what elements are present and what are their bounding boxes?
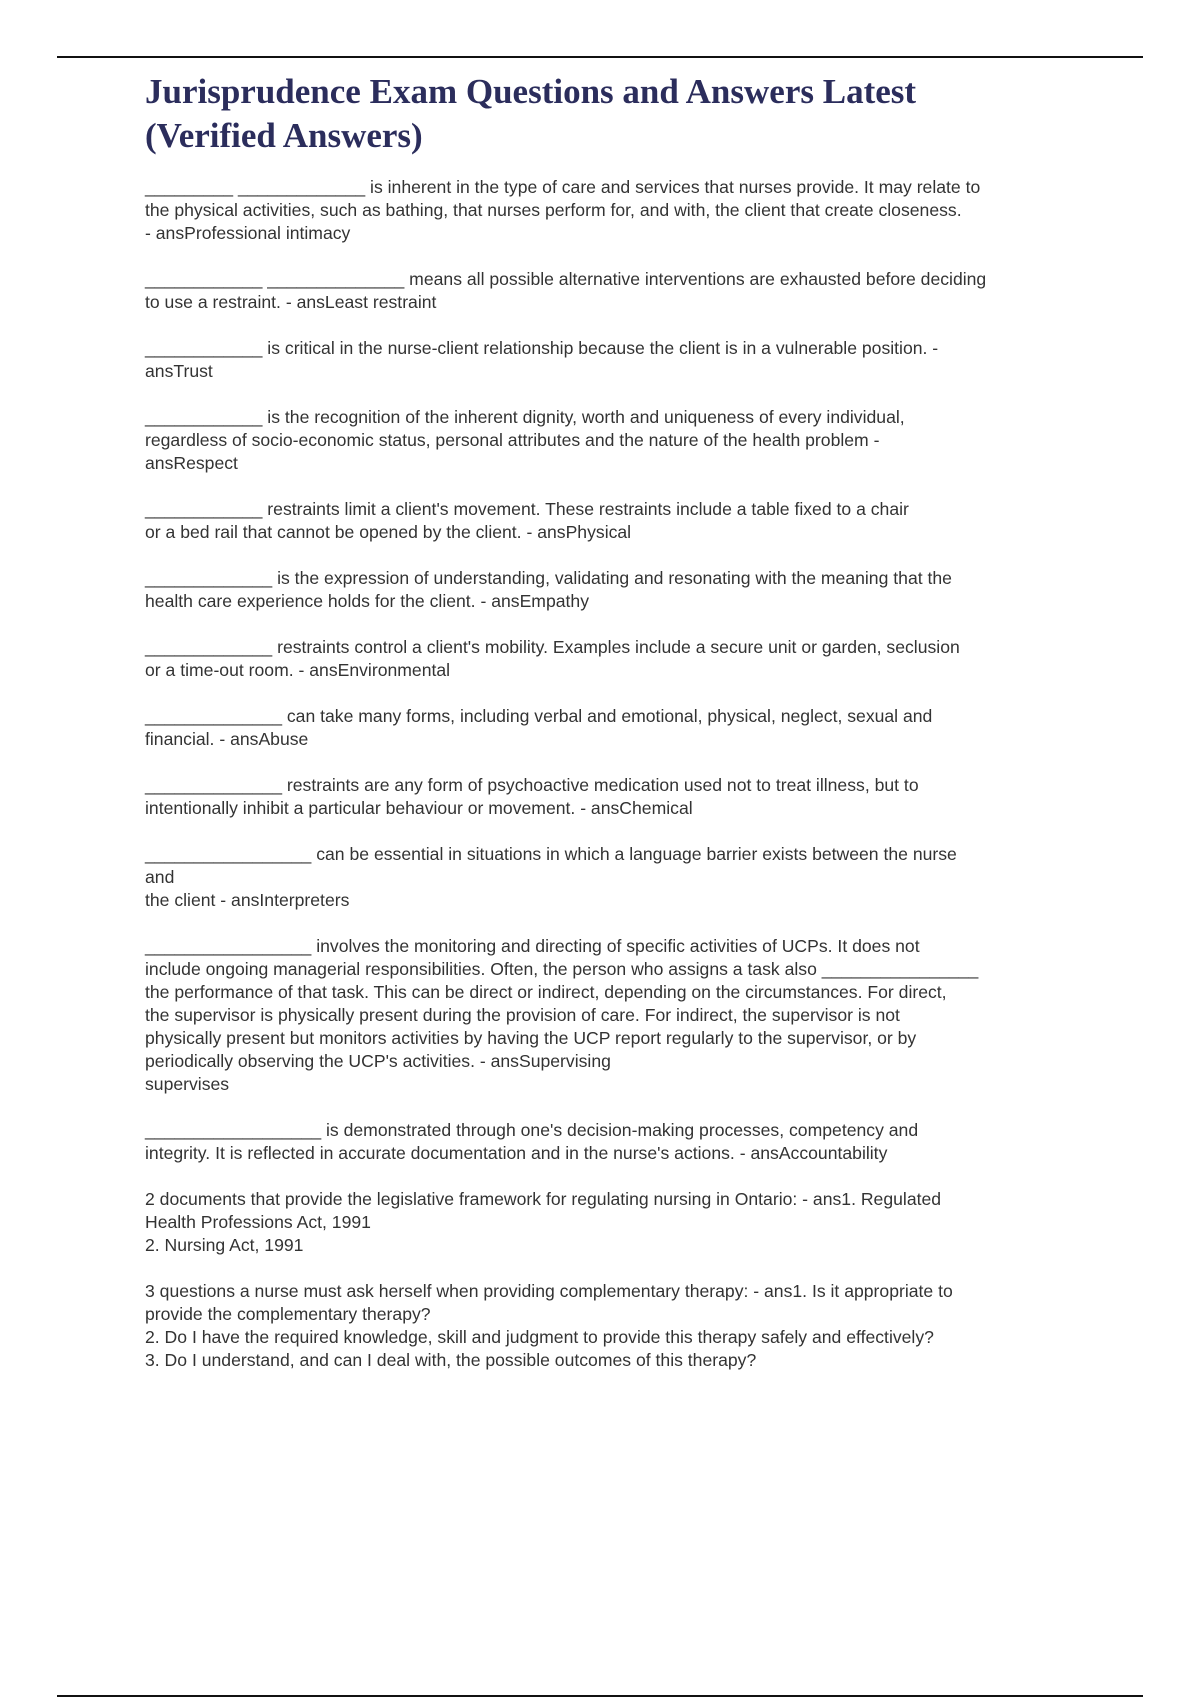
qa-line: integrity. It is reflected in accurate documentation and in the nurse's actions. - ansAccountability: [145, 1143, 888, 1163]
qa-list: [145, 176, 1090, 1372]
footer-rule: [57, 1695, 1143, 1697]
qa-line: ______________ restraints are any form of psychoactive medication used not to treat illness, but to: [145, 775, 919, 795]
qa-line: to use a restraint. - ansLeast restraint: [145, 292, 437, 312]
qa-item: [145, 636, 1090, 682]
qa-line: health care experience holds for the client. - ansEmpathy: [145, 591, 590, 611]
qa-line: _________________ can be essential in situations in which a language barrier exists between the nurse: [145, 844, 957, 864]
qa-item: [145, 1119, 1090, 1165]
qa-item: [145, 705, 1090, 751]
qa-item: [145, 337, 1090, 383]
qa-line: ____________ restraints limit a client's movement. These restraints include a table fixed to a chair: [145, 499, 909, 519]
qa-line: ____________ ______________ means all possible alternative interventions are exhausted before deciding: [145, 269, 987, 289]
qa-item: [145, 567, 1090, 613]
qa-line: 2 documents that provide the legislative framework for regulating nursing in Ontario: - ans1. Regulated: [145, 1189, 942, 1209]
qa-line: ____________ is the recognition of the inherent dignity, worth and uniqueness of every individual,: [145, 407, 905, 427]
qa-item: [145, 176, 1090, 245]
qa-line: 2. Nursing Act, 1991: [145, 1235, 304, 1255]
qa-item: [145, 498, 1090, 544]
qa-line: periodically observing the UCP's activities. - ansSupervising: [145, 1051, 611, 1071]
qa-line: and: [145, 867, 175, 887]
qa-line: 2. Do I have the required knowledge, skill and judgment to provide this therapy safely and effectively?: [145, 1327, 934, 1347]
qa-line: Health Professions Act, 1991: [145, 1212, 371, 1232]
qa-line: 3. Do I understand, and can I deal with, the possible outcomes of this therapy?: [145, 1350, 757, 1370]
qa-line: the performance of that task. This can be direct or indirect, depending on the circumstances. For direct,: [145, 982, 947, 1002]
title-line: (Verified Answers): [145, 116, 423, 155]
qa-line: ansRespect: [145, 453, 238, 473]
qa-item: [145, 406, 1090, 475]
qa-line: or a time-out room. - ansEnvironmental: [145, 660, 451, 680]
qa-line: or a bed rail that cannot be opened by the client. - ansPhysical: [145, 522, 632, 542]
qa-line: ansTrust: [145, 361, 213, 381]
qa-line: 3 questions a nurse must ask herself when providing complementary therapy: - ans1. Is it appropriate to: [145, 1281, 953, 1301]
qa-line: the supervisor is physically present during the provision of care. For indirect, the supervisor is not: [145, 1005, 900, 1025]
qa-item: [145, 774, 1090, 820]
qa-line: - ansProfessional intimacy: [145, 223, 351, 243]
qa-line: include ongoing managerial responsibilities. Often, the person who assigns a task also ________________: [145, 959, 979, 979]
qa-line: _____________ is the expression of understanding, validating and resonating with the meaning that the: [145, 568, 952, 588]
qa-line: intentionally inhibit a particular behaviour or movement. - ansChemical: [145, 798, 693, 818]
qa-item: [145, 843, 1090, 912]
document-title: [145, 70, 1090, 158]
qa-line: supervises: [145, 1074, 230, 1094]
qa-line: physically present but monitors activities by having the UCP report regularly to the supervisor, or by: [145, 1028, 917, 1048]
qa-line: _________________ involves the monitoring and directing of specific activities of UCPs. It does not: [145, 936, 920, 956]
qa-line: the physical activities, such as bathing, that nurses perform for, and with, the client that create closeness.: [145, 200, 962, 220]
qa-line: regardless of socio-economic status, personal attributes and the nature of the health problem -: [145, 430, 880, 450]
qa-line: _____________ restraints control a client's mobility. Examples include a secure unit or garden, seclusion: [145, 637, 960, 657]
qa-line: ______________ can take many forms, including verbal and emotional, physical, neglect, sexual and: [145, 706, 933, 726]
qa-line: ____________ is critical in the nurse-client relationship because the client is in a vulnerable position. -: [145, 338, 939, 358]
qa-line: financial. - ansAbuse: [145, 729, 309, 749]
document-body: [145, 70, 1090, 1395]
qa-item: [145, 935, 1090, 1096]
qa-item: [145, 1188, 1090, 1257]
qa-line: __________________ is demonstrated through one's decision-making processes, competency and: [145, 1120, 919, 1140]
qa-item: [145, 1280, 1090, 1372]
qa-line: the client - ansInterpreters: [145, 890, 350, 910]
qa-line: _________ _____________ is inherent in the type of care and services that nurses provide. It may relate to: [145, 177, 981, 197]
qa-line: provide the complementary therapy?: [145, 1304, 431, 1324]
title-line: Jurisprudence Exam Questions and Answers Latest: [145, 72, 917, 111]
header-rule: [57, 56, 1143, 58]
qa-item: [145, 268, 1090, 314]
